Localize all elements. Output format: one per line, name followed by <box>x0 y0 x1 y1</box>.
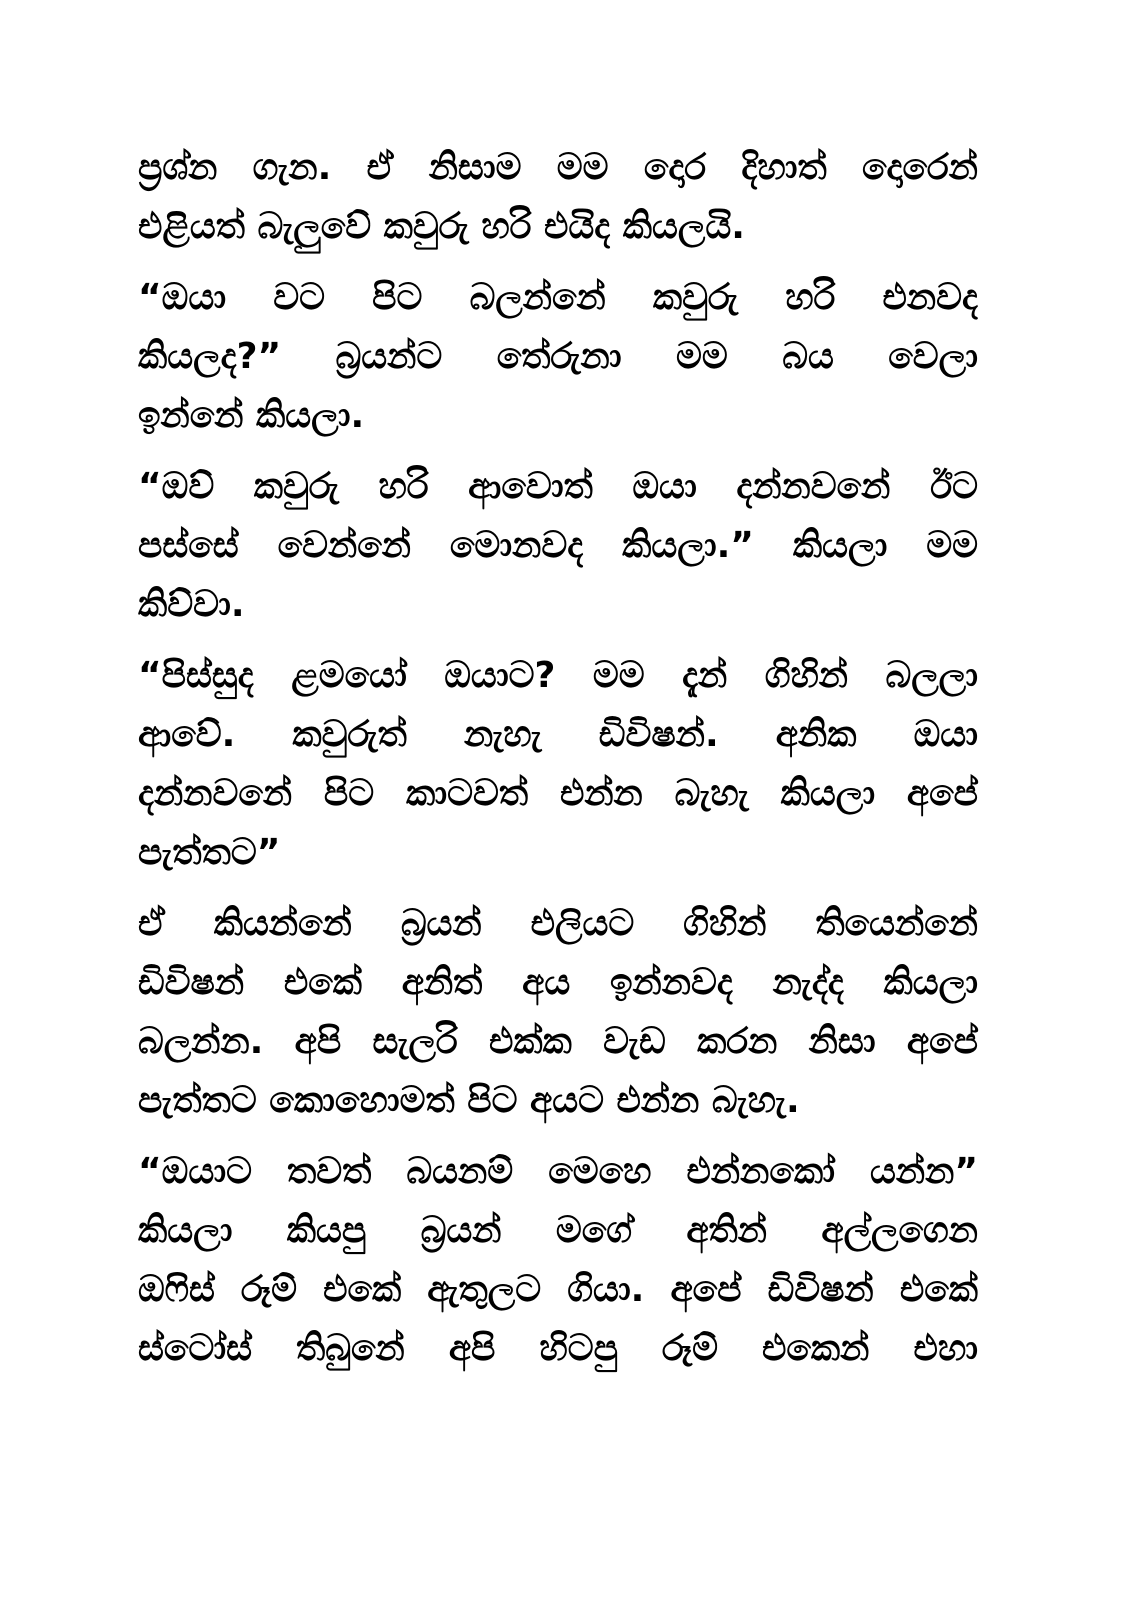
text-line: ප්‍රශ්න ගැන. ඒ නිසාම මම දොර දිහාත් දොරෙන් <box>138 147 978 188</box>
paragraph-3 <box>138 457 978 634</box>
text-line: “ඔව් කවුරු හරි ආවොත් ඔයා දන්නවනේ ඊට <box>138 466 978 507</box>
text-line: එළියත් බැලුවේ කවුරු හරි එයිද කියලයි. <box>138 206 745 247</box>
text-line: ආවේ. කවුරුත් නැහැ ඩිවිෂන්. අනික ඔයා <box>138 714 978 755</box>
text-line: කියලා කියපු බ්‍රයන් මගේ අතින් අල්ලගෙන <box>138 1210 978 1251</box>
text-line: කියලද?” බ්‍රයන්ට තේරුනා මම බය වෙලා <box>138 336 978 377</box>
paragraph-6 <box>138 1142 978 1378</box>
paragraph-1 <box>138 138 978 256</box>
text-line: “පිස්සුද ළමයෝ ඔයාට? මම දැන් ගිහින් බලලා <box>138 655 978 696</box>
text-line: ඩිවිෂන් එකේ අනිත් අය ඉන්නවද නැද්ද කියලා <box>138 962 978 1003</box>
body-text <box>138 138 978 1390</box>
text-line: ඒ කියන්නේ බ්‍රයන් එලියට ගිහින් තියෙන්නේ <box>138 903 978 944</box>
text-line: පැත්තට” <box>138 832 281 873</box>
text-line: කිව්වා. <box>138 584 245 625</box>
text-line: ස්ටෝස් තිබුනේ අපි හිටපු රූම් එකෙන් එහා <box>138 1328 978 1369</box>
text-line: පස්සේ වෙන්නේ මොනවද කියලා.” කියලා මම <box>138 525 978 566</box>
paragraph-5 <box>138 894 978 1130</box>
text-line: ඉන්නේ කියලා. <box>138 395 365 436</box>
text-line: “ඔයාට තවත් බයනම් මෙහෙ එන්නකෝ යන්න” <box>138 1151 978 1192</box>
text-line: දන්නවනේ පිට කාටවත් එන්න බැහැ කියලා අපේ <box>138 773 978 814</box>
text-line: ඔෆිස් රූම් එකේ ඇතුලට ගියා. අපේ ඩිවිෂන් එකේ <box>138 1269 978 1310</box>
text-line: “ඔයා වට පිට බලන්නේ කවුරු හරි එනවද <box>138 277 978 318</box>
paragraph-2 <box>138 268 978 445</box>
text-line: පැත්තට කොහොමත් පිට අයට එන්න බැහැ. <box>138 1080 800 1121</box>
text-line: බලන්න. අපි සැලරි එක්ක වැඩ කරන නිසා අපේ <box>138 1021 978 1062</box>
paragraph-4 <box>138 646 978 882</box>
